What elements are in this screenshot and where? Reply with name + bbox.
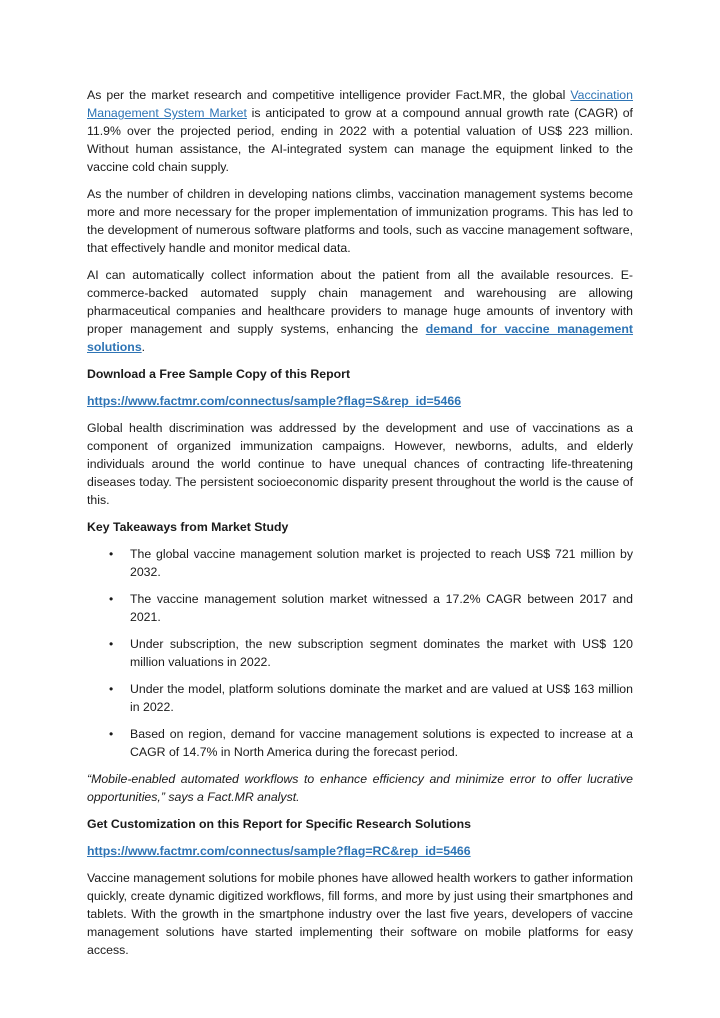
list-item	[87, 545, 633, 581]
customization-heading: Get Customization on this Report for Specific Research Solutions	[87, 817, 471, 831]
health-discrimination-paragraph: Global health discrimination was addressed by the development and use of vaccinations as a component of organized immunization campaigns. However, newborns, adults, and elderly individuals around the world continue to have unequal chances of contracting life-threatening diseases today. The persistent socioeconomic disparity present throughout the world is the cause of this.	[87, 421, 633, 507]
list-item	[87, 590, 633, 626]
bullet-icon: •	[109, 637, 114, 651]
ai-text-after: .	[141, 340, 146, 354]
list-item	[87, 635, 633, 671]
takeaways-list	[87, 545, 633, 761]
takeaway-text: Based on region, demand for vaccine management solutions is expected to increase at a CAGR of 14.7% in North America during the forecast period.	[130, 727, 633, 759]
download-sample-heading: Download a Free Sample Copy of this Report	[87, 367, 351, 381]
customization-link[interactable]: https://www.factmr.com/connectus/sample?flag=RC&rep_id=5466	[87, 844, 471, 858]
document-page	[87, 86, 633, 968]
intro-paragraph	[87, 86, 633, 176]
takeaway-text: The global vaccine management solution market is projected to reach US$ 721 million by 2032.	[130, 547, 633, 579]
analyst-quote: “Mobile-enabled automated workflows to enhance efficiency and minimize error to offer lucrative opportunities,” says a Fact.MR analyst.	[87, 772, 633, 804]
customization-link-row	[87, 842, 633, 860]
bullet-icon: •	[109, 727, 114, 741]
key-takeaways-heading: Key Takeaways from Market Study	[87, 520, 289, 534]
download-sample-link-row	[87, 392, 633, 410]
ai-paragraph	[87, 266, 633, 356]
bullet-icon: •	[109, 547, 114, 561]
bullet-icon: •	[109, 682, 114, 696]
ai-text-before: AI can automatically collect information about the patient from all the available resources. E-commerce-backed automated supply chain management and warehousing are allowing pharmaceutical companies and healthcare providers to manage huge amounts of inventory with proper management and supply systems, enhancing the	[87, 268, 633, 336]
download-sample-link[interactable]: https://www.factmr.com/connectus/sample?flag=S&rep_id=5466	[87, 394, 462, 408]
children-paragraph: As the number of children in developing nations climbs, vaccination management systems become more and more necessary for the proper implementation of immunization programs. This has led to the development of numerous software platforms and tools, such as vaccine management software, that effectively handle and monitor medical data.	[87, 187, 633, 255]
takeaway-text: Under the model, platform solutions dominate the market and are valued at US$ 163 million in 2022.	[130, 682, 633, 714]
intro-text-before: As per the market research and competitive intelligence provider Fact.MR, the global	[87, 88, 571, 102]
list-item	[87, 725, 633, 761]
demand-vaccine-solutions-link[interactable]: demand for vaccine management solutions	[87, 322, 634, 354]
takeaway-text: The vaccine management solution market witnessed a 17.2% CAGR between 2017 and 2021.	[130, 592, 633, 624]
mobile-solutions-paragraph: Vaccine management solutions for mobile phones have allowed health workers to gather information quickly, create dynamic digitized workflows, fill forms, and more by just using their smartphones and tablets. With the growth in the smartphone industry over the last five years, developers of vaccine management solutions have started implementing their software on mobile platforms for easy access.	[87, 871, 633, 957]
takeaway-text: Under subscription, the new subscription segment dominates the market with US$ 120 million valuations in 2022.	[130, 637, 633, 669]
intro-text-after: is anticipated to grow at a compound annual growth rate (CAGR) of 11.9% over the projected period, ending in 2022 with a potential valuation of US$ 223 million. Without human assistance, the AI-integrated system can manage the equipment linked to the vaccine cold chain supply.	[87, 106, 633, 174]
list-item	[87, 680, 633, 716]
vaccination-management-market-link[interactable]: Vaccination Management System Market	[87, 88, 633, 120]
bullet-icon: •	[109, 592, 114, 606]
